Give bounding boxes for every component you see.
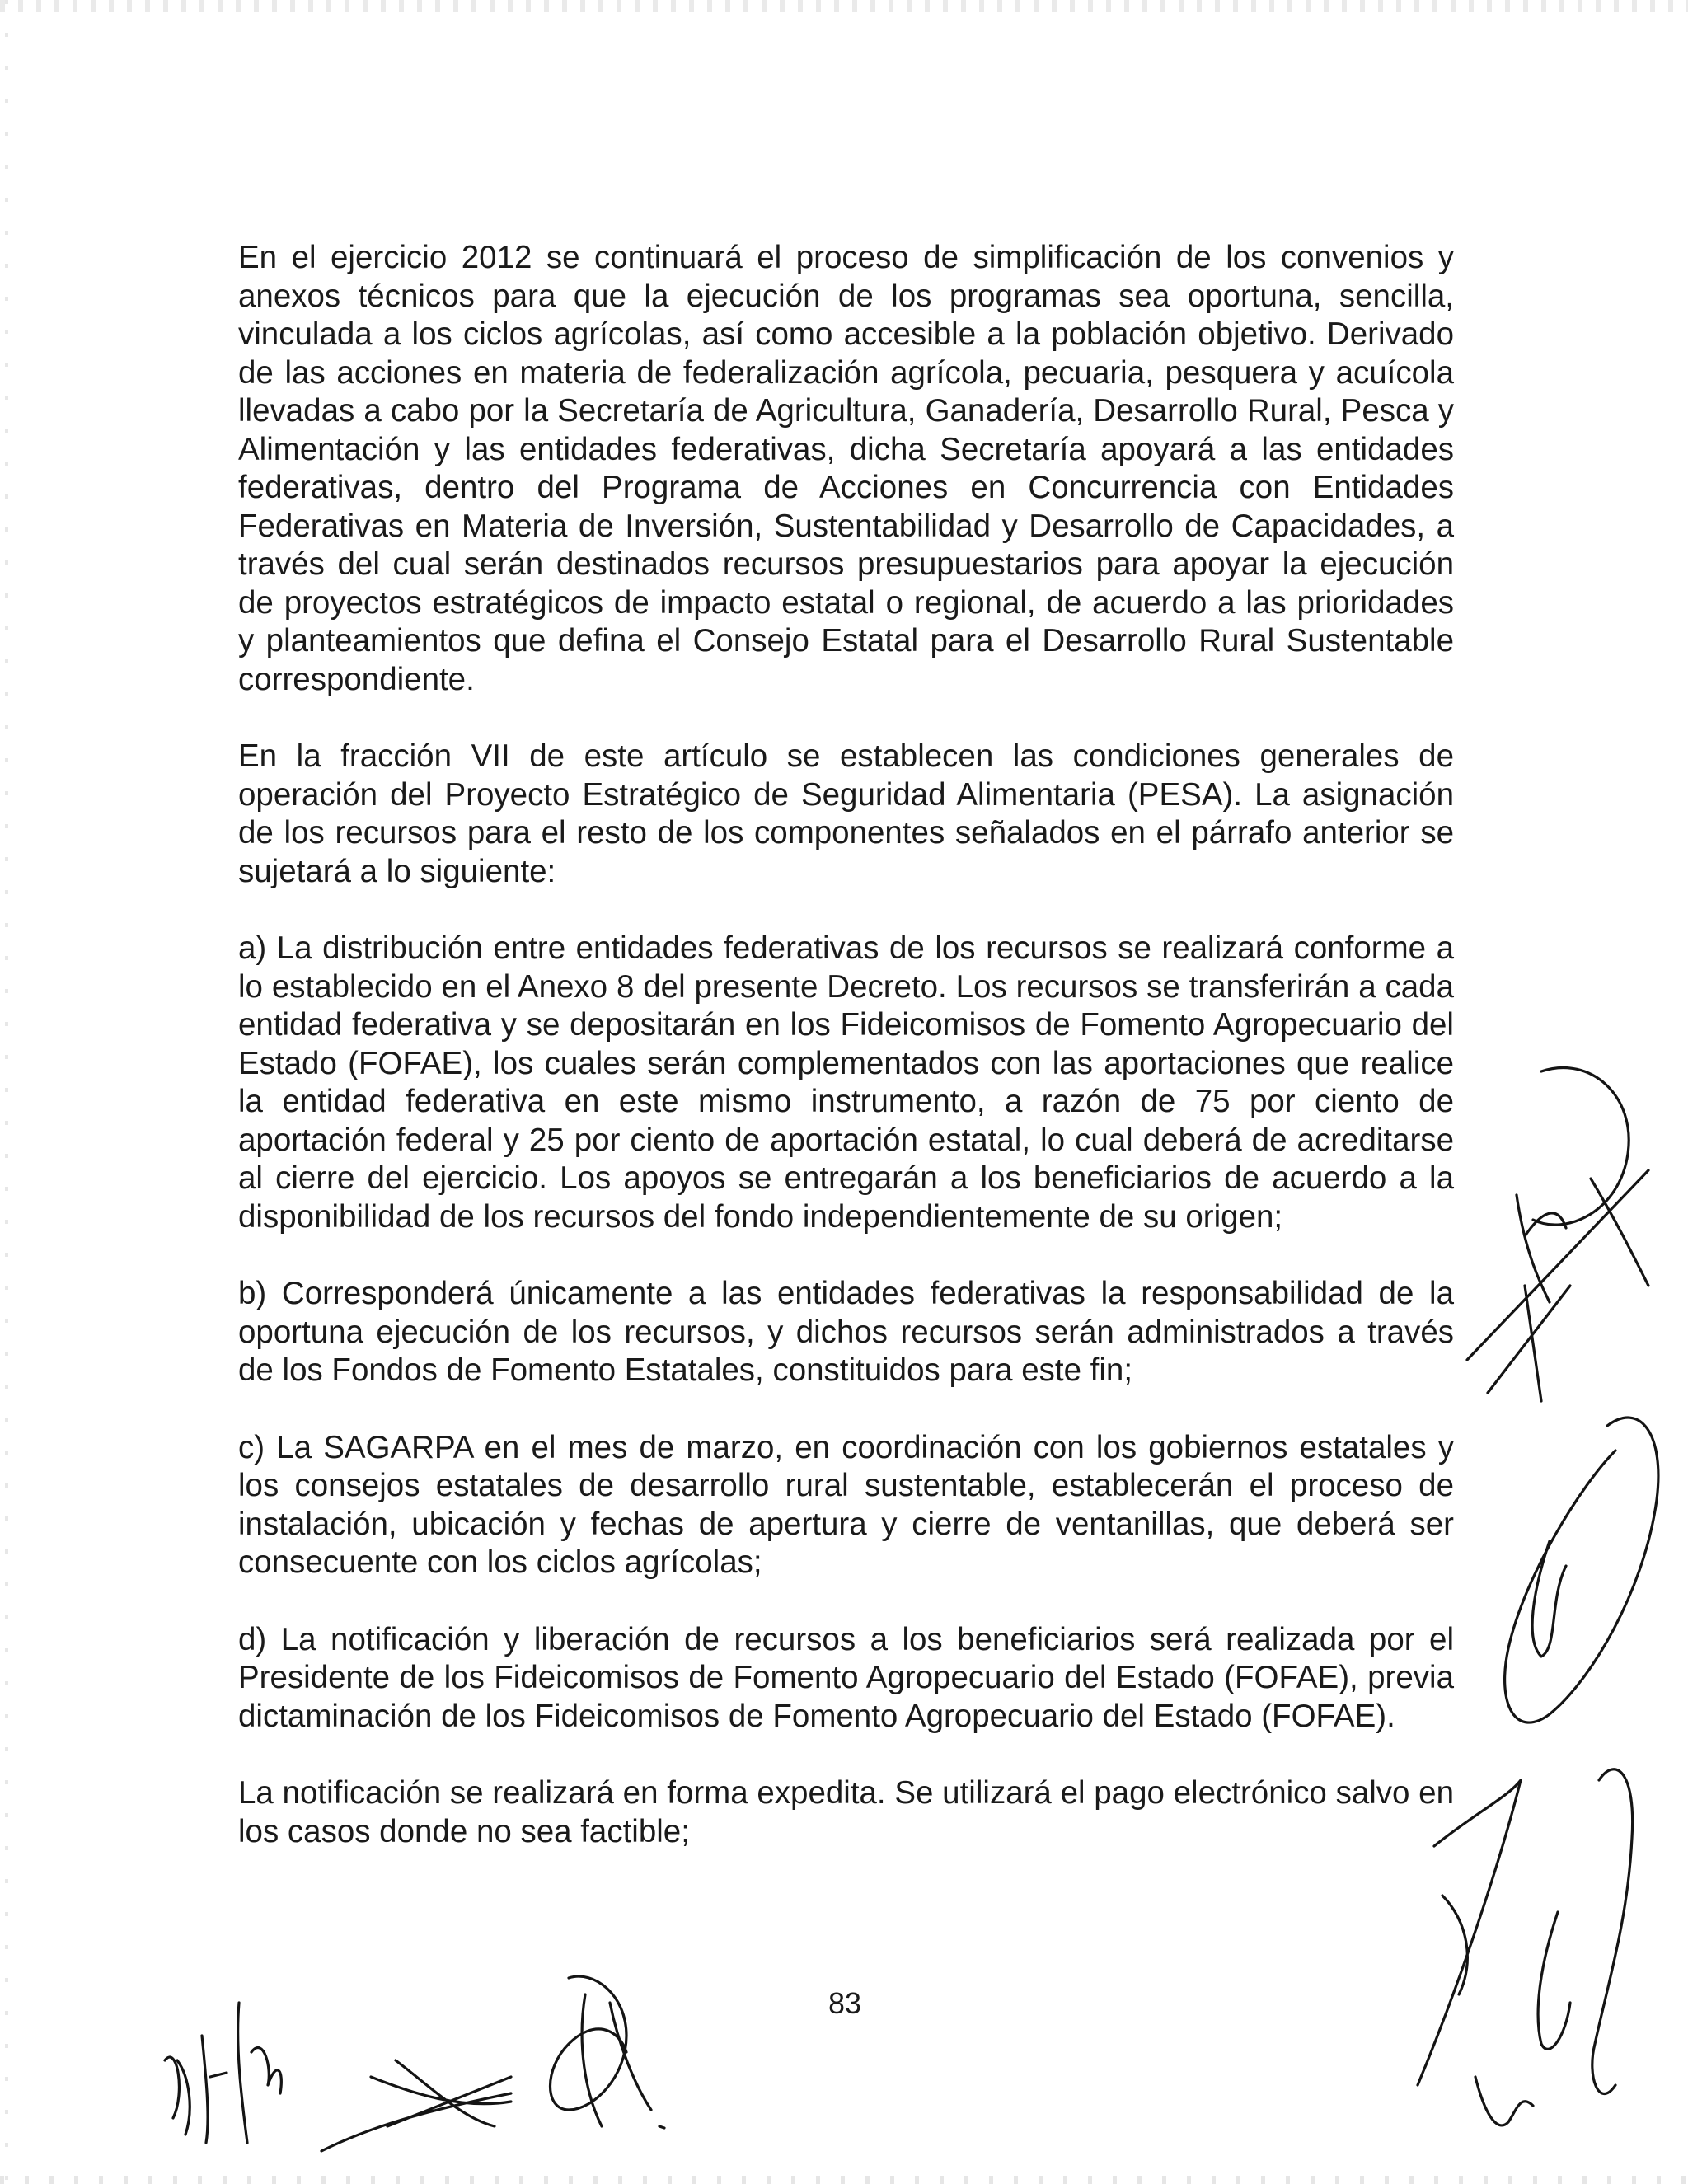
- signature-right-2: [1505, 1418, 1658, 1722]
- signature-bottom-3: [551, 1976, 665, 2128]
- page-number: 83: [828, 1986, 862, 2020]
- paragraph-intro: En el ejercicio 2012 se continuará el proceso de simplificación de los convenios y anexos técnicos para que la ejecución de los programas sea oportuna, sencilla, vinculada a los ciclos agrícolas, así como accesible a la población objetivo. Derivado de las acciones en materia de federalización agrícola, pecuaria, pesquera y acuícola llevadas a cabo por la Secretaría de Agricultura, Ganadería, Desarrollo Rural, Pesca y Alimentación y las entidades federativas, dicha Secretaría apoyará a las entidades federativas, dentro del Programa de Acciones en Concurrencia con Entidades Federativas en Materia de Inversión, Sustentabilidad y Desarrollo de Capacidades, a través del cual serán destinados recursos presupuestarios para apoyar la ejecución de proyectos estratégicos de impacto estatal o regional, de acuerdo a las prioridades y planteamientos que defina el Consejo Estatal para el Desarrollo Rural Sustentable correspondiente.: [238, 240, 1454, 697]
- signature-bottom-1: [165, 2003, 281, 2143]
- paragraph-item-a: a) La distribución entre entidades federativas de los recursos se realizará conforme a lo establecido en el Anexo 8 del presente Decreto. Los recursos se transferirán a cada entidad federativa y se depositarán en los Fideicomisos de Fomento Agropecuario del Estado (FOFAE), los cuales serán complementados con las aportaciones que realice la entidad federativa en este mismo instrumento, a razón de 75 por ciento de aportación federal y 25 por ciento de aportación estatal, lo cual deberá de acreditarse al cierre del ejercicio. Los apoyos se entregarán a los beneficiarios de acuerdo a la disponibilidad de los recursos del fondo independientemente de su origen;: [238, 930, 1454, 1235]
- signature-right-3: [1475, 1769, 1633, 2125]
- signature-bottom-2: [321, 2060, 511, 2151]
- paragraph-item-d: d) La notificación y liberación de recursos a los beneficiarios será realizada por el Presidente de los Fideicomisos de Fomento Agropecuario del Estado (FOFAE), previa dictaminación de los Fideicomisos de Fomento Agropecuario del Estado (FOFAE).: [238, 1621, 1454, 1734]
- paragraph-item-c: c) La SAGARPA en el mes de marzo, en coordinación con los gobiernos estatales y los consejos estatales de desarrollo rural sustentable, establecerán el proceso de instalación, ubicación y fechas de apertura y cierre de ventanillas, que deberá ser consecuente con los ciclos agrícolas;: [238, 1429, 1454, 1580]
- scan-edge-left: [5, 0, 8, 2184]
- document-body: [238, 239, 1454, 1890]
- paragraph-fraction-vii: En la fracción VII de este artículo se establecen las condiciones generales de operación del Proyecto Estratégico de Seguridad Alimentaria (PESA). La asignación de los recursos para el resto de los componentes señalados en el párrafo anterior se sujetará a lo siguiente:: [238, 738, 1454, 889]
- signature-right-1: [1467, 1068, 1648, 1401]
- scan-edge-top: [0, 0, 1688, 12]
- paragraph-item-b: b) Corresponderá únicamente a las entidades federativas la responsabilidad de la oportuna ejecución de los recursos, y dichos recursos serán administrados a través de los Fondos de Fomento Estatales, constituidos para este fin;: [238, 1276, 1454, 1388]
- scan-edge-bottom: [0, 2176, 1688, 2184]
- paragraph-notification: La notificación se realizará en forma expedita. Se utilizará el pago electrónico salvo en los casos donde no sea factible;: [238, 1775, 1454, 1849]
